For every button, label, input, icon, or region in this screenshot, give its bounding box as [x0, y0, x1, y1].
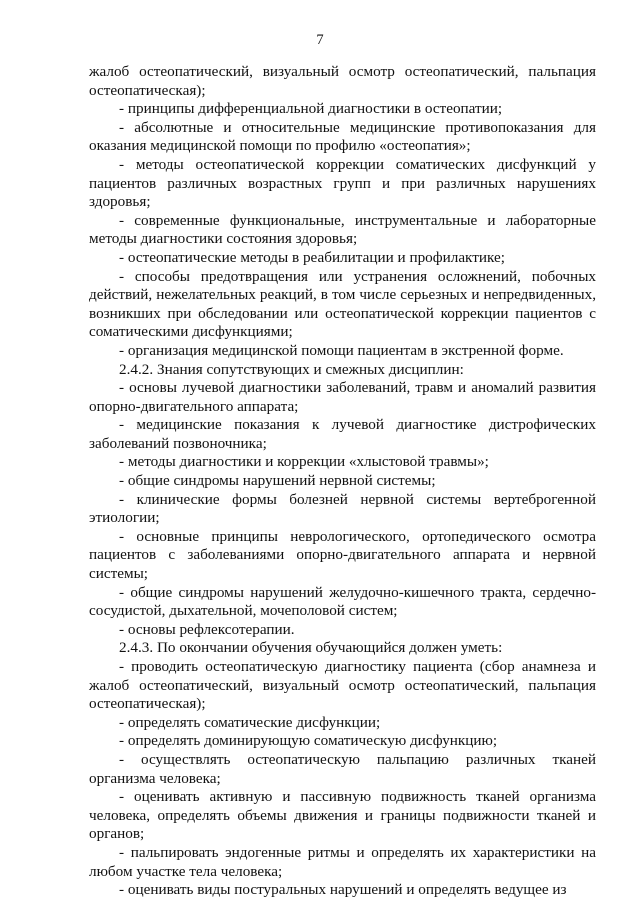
paragraph: - медицинские показания к лучевой диагностике дистрофических заболеваний позвоночника; [89, 416, 596, 452]
paragraph: - оценивать виды постуральных нарушений и определять ведущее из [119, 881, 567, 899]
paragraph: - способы предотвращения или устранения осложнений, побочных действий, нежелательных реакций, в том числе серьезных и непредвиденных, возникших при обследовании или остеопатической коррекции пациентов с соматическими дисфункциями; [89, 267, 596, 341]
page-number: 7 [316, 32, 324, 48]
paragraph: - определять доминирующую соматическую дисфункцию; [119, 732, 498, 750]
paragraph: - общие синдромы нарушений нервной системы; [119, 472, 436, 490]
paragraph: - клинические формы болезней нервной системы вертеброгенной этиологии; [89, 490, 596, 527]
paragraph: - осуществлять остеопатическую пальпацию различных тканей организма человека; [89, 750, 596, 787]
paragraph: - определять соматические дисфункции; [119, 713, 381, 731]
paragraph: - методы остеопатической коррекции соматических дисфункций у пациентов различных возрастных групп и при различных нарушениях здоровья; [89, 155, 596, 211]
paragraph: - организация медицинской помощи пациентам в экстренной форме. [119, 341, 564, 359]
paragraph: - современные функциональные, инструментальные и лабораторные методы диагностики состояния здоровья; [89, 211, 596, 248]
paragraph: - абсолютные и относительные медицинские противопоказания для оказания медицинской помощи по профилю «остеопатия»; [89, 118, 596, 155]
paragraph: - пальпировать эндогенные ритмы и определять их характеристики на любом участке тела человека; [89, 843, 596, 880]
paragraph: - проводить остеопатическую диагностику пациента (сбор анамнеза и жалоб остеопатический, визуальный осмотр остеопатический, пальпация остеопатическая); [89, 658, 596, 713]
paragraph: - оценивать активную и пассивную подвижность тканей организма человека, определять объемы движения и границы подвижности тканей и органов; [89, 788, 596, 843]
paragraph: - принципы дифференциальной диагностики в остеопатии; [119, 100, 503, 118]
document-body [89, 63, 596, 900]
paragraph: - остеопатические методы в реабилитации и профилактике; [119, 248, 505, 266]
paragraph: - методы диагностики и коррекции «хлыстовой травмы»; [119, 453, 489, 471]
paragraph: 2.4.3. По окончании обучения обучающийся должен уметь: [119, 639, 503, 657]
paragraph: - основы рефлексотерапии. [119, 620, 295, 638]
paragraph: 2.4.2. Знания сопутствующих и смежных дисциплин: [119, 360, 464, 378]
paragraph: - общие синдромы нарушений желудочно-кишечного тракта, сердечно-сосудистой, дыхательной, мочеполовой систем; [89, 583, 596, 620]
paragraph: - основы лучевой диагностики заболеваний, травм и аномалий развития опорно-двигательного аппарата; [89, 379, 596, 415]
paragraph: - основные принципы неврологического, ортопедического осмотра пациентов с заболеваниями опорно-двигательного аппарата и нервной системы; [89, 527, 596, 583]
paragraph: жалоб остеопатический, визуальный осмотр остеопатический, пальпация остеопатическая); [89, 63, 596, 99]
